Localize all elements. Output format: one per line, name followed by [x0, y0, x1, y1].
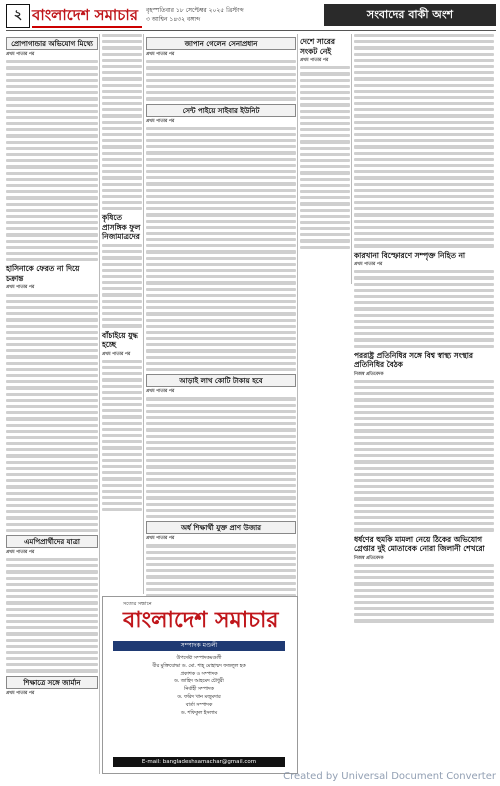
article-headline: জাপান গেলেন সেনাপ্রধান: [146, 37, 296, 50]
column-4: [354, 34, 494, 626]
article-byline: প্রথম পাতার পর: [6, 549, 35, 555]
article-byline: প্রথম পাতার পর: [146, 536, 175, 542]
page-number: ২: [6, 4, 30, 28]
article-headline: প্রোপাগান্ডার অভিযোগ মিথ্যে: [6, 37, 98, 50]
article-headline: পররাষ্ট্র প্রতিনিধির সঙ্গে বিশ্ব স্বাস্থ্য সংস্থার প্রতিনিধির বৈঠক: [354, 350, 473, 370]
masthead-logo: বাংলাদেশ সমাচার: [123, 607, 279, 633]
article-headline: সেন্ট পাইয়ে সাইবার ইউনিট: [146, 104, 296, 117]
date-gregorian: বৃহস্পতিবার ১৮ সেপ্টেম্বর ২০২৫ খ্রিস্টাব্দ: [146, 7, 244, 14]
credit-line: বার্তা সম্পাদক: [185, 702, 213, 708]
column-3b: [300, 34, 350, 252]
article-byline: নিজস্ব প্রতিবেদক: [354, 555, 384, 561]
article-body: [102, 34, 142, 210]
article-byline: প্রথম পাতার পর: [6, 285, 35, 291]
article-body: [354, 564, 494, 623]
column-2: [102, 34, 142, 514]
article-headline: দেশে সারের সংকট নেই: [300, 37, 335, 56]
masthead-credits: [113, 655, 285, 717]
credit-line: উপদেষ্টা সম্পাদকমণ্ডলী: [176, 656, 222, 661]
article-body: [354, 34, 494, 248]
masthead-box: [102, 596, 298, 774]
article-headline: বাঁচাইয়ে যুদ্ধ হচ্ছে: [102, 330, 138, 350]
date-block: [146, 6, 316, 24]
column-3: [146, 34, 296, 637]
article-byline: প্রথম পাতার পর: [354, 262, 383, 268]
column-divider: [99, 34, 100, 774]
section-title: সংবাদের বাকী অংশ: [324, 4, 496, 26]
article-headline: আড়াই লাখ কোটি টাকায় হবে: [146, 374, 296, 387]
credit-line: ড. জাহিদ আহমেদ চৌধুরী: [174, 679, 224, 685]
article-headline: অর্ধ শিক্ষার্থী যুক্ত প্রাণ উজার: [146, 521, 296, 534]
article-body: [300, 66, 350, 249]
credit-line: বীর মুক্তিযোদ্ধা ড. মো. শাহ্ মোহাম্মদ ফজলুল হক: [152, 663, 246, 669]
article-byline: প্রথম পাতার পর: [146, 389, 175, 395]
converter-watermark: Created by Universal Document Converter: [283, 771, 496, 782]
article-body: [102, 244, 142, 328]
credit-line: ড. শফিকুল ইসলাম: [180, 710, 218, 716]
article-headline: শিক্ষাত্রে সঙ্গে জার্মান: [6, 676, 98, 689]
article-byline: নিজস্ব প্রতিবেদক: [354, 371, 384, 377]
article-body: [6, 558, 98, 673]
credit-line: নির্বাহী সম্পাদক: [184, 687, 214, 693]
article-byline: প্রথম পাতার পর: [6, 690, 35, 696]
article-byline: প্রথম পাতার পর: [146, 118, 175, 124]
article-byline: প্রথম পাতার পর: [102, 351, 131, 357]
masthead-email: E-mail: bangladeshsamachar@gmail.com: [113, 757, 285, 767]
article-byline: প্রথম পাতার পর: [300, 58, 329, 63]
credit-line: ড. ফরিদ খান মজুমদার: [177, 694, 221, 700]
date-bengali: ৩ আশ্বিন ১৪৩২ বঙ্গাব্দ: [146, 16, 201, 23]
masthead-band: সম্পাদক মণ্ডলী: [113, 641, 285, 651]
article-headline: কৃষিতে প্রাসঙ্গিক ফুল নিজামাত্রদের: [102, 213, 141, 242]
header-rule: [6, 30, 496, 31]
logo-text: বাংলাদেশ সমাচার: [32, 6, 138, 24]
article-headline: কারখানা বিস্ফোরণে সম্পৃক্ত নিহিত না: [354, 250, 466, 260]
column-divider: [143, 34, 144, 594]
article-body: [146, 397, 296, 518]
article-headline: এমপিপ্রার্থীদের যাত্রা: [6, 535, 98, 548]
column-divider: [351, 34, 352, 284]
article-byline: প্রথম পাতার পর: [6, 52, 35, 57]
article-headline: ধর্ষণের হুমকি মামলা নেয়ে ঠিকের অভিযোগ গ্রেপ্তার দুই মোতাবেক নোরা জিলানী শেখরো: [354, 534, 485, 554]
article-headline: হাসিনাকে ফেরত না দিয়ে চক্রান্ত: [6, 264, 80, 283]
article-byline: প্রথম পাতার পর: [146, 52, 175, 57]
column-1: [6, 34, 98, 699]
newspaper-logo: [32, 4, 142, 28]
article-body: [146, 60, 296, 100]
page-header: [6, 4, 496, 38]
article-body: [354, 270, 494, 347]
article-body: [146, 127, 296, 372]
article-body: [102, 360, 142, 512]
masthead-tagline: সত্যের সন্ধানে: [123, 601, 152, 607]
article-body: [6, 60, 98, 261]
article-body: [354, 380, 494, 532]
credit-line: প্রকাশক ও সম্পাদক: [180, 671, 218, 677]
article-body: [6, 294, 98, 532]
